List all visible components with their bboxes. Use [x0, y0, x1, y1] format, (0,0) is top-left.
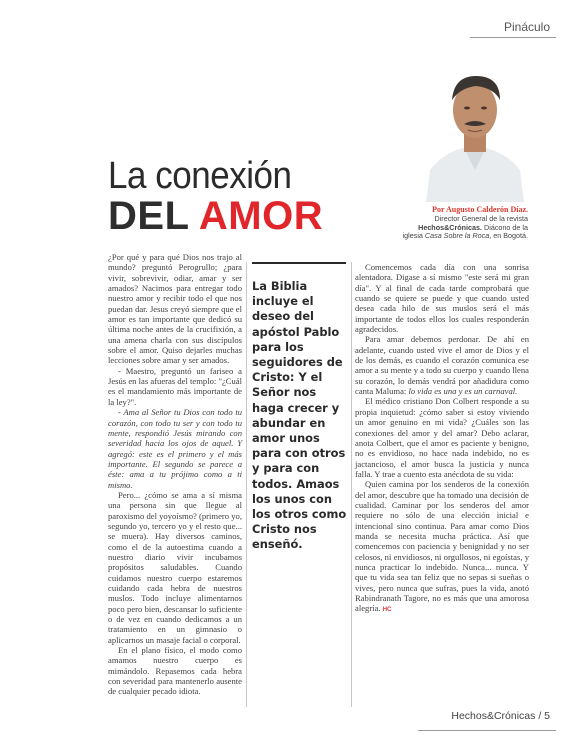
author-desc2a: iglesia [402, 231, 425, 241]
quote-text: - Ama al Señor tu Dios con todo tu corazón, con todo tu ser y con todo tu mente, respondió Jesús mirando con severidad hacia los ojos de aquel. Y agregó: este es el primero y el más importante. El segundo se parece a éste: ama a tu prójimo como a ti mismo. [108, 407, 242, 490]
author-brand: Hechos&Crónicas. [418, 222, 483, 232]
paragraph [108, 407, 242, 490]
title-word-del: DEL [108, 194, 189, 238]
paragraph: - Maestro, preguntó un fariseo a Jesús en las afueras del templo: "¿Cuál es el mandamiento más importante de la ley?". [108, 365, 242, 407]
article-title-line1: La conexión [108, 155, 292, 197]
paragraph-text: Quien camina por los senderos de la conexión del amor, descubre que ha tomado una decisión de cualidad. Caminar por los senderos del amor requiere no sólo de una elección inicial e intencional sino continua. Para amar como Dios manda se necesita mucha práctica. Así que comencemos con paciencia y benignidad y no ser celosos, ni envidiosos, ni orgullosos, ni egoístas, y nunca practicar lo indebido. Nunca... nunca. Y que tu vida sea tan feliz que no sepas si sueñas o vives, pero nunca que sufras, pues la vida, anotó Rabindranath Tagore, no es más que una amorosa alegría. [355, 479, 529, 614]
paragraph: El médico cristiano Don Colbert responde a su propia inquietud: ¿cómo saber si estoy viviendo un amor genuino en mi vida? ¿Cuáles son las conexiones del amor y del amar? Debo aclarar, anota Colbert, que el amor es paciente y benigno, no es envidioso, no hace nada indebido, no es jactancioso, el amor busca la justicia y nunca falla. Y trae a cuento esta anécdota de su vida: [355, 396, 529, 479]
column-divider [246, 262, 247, 707]
paragraph [355, 479, 529, 615]
paragraph: En el plano físico, el modo como amamos nuestro cuerpo es mimándolo. Repasemos cada hebra con severidad para mantenerlo ausente de cualquier pecado idiota. [108, 645, 242, 697]
author-photo [424, 70, 526, 202]
header-divider [470, 37, 556, 38]
song-quote: lo vida es una y es un carnaval. [408, 386, 518, 397]
paragraph: Pero... ¿cómo se ama a sí misma una persona sin que llegue al paroxismo del yoyoísmo? (primero yo, segundo yo, tercero yo y el resto que... se muera). Hay diversos caminos, como el de la autoestima cuando a nuestro diario vivir incubamos propósitos saludables. Cuando cuidamos nuestro cuerpo estaremos cuidando cada hebra de nuestros muslos. Todo incluye alimentarnos poco pero bien, descansar lo suficiente o de vez en cuando dedicamos a un tratamiento en un gimnasio o aplicarnos un masaje facial o corporal. [108, 489, 242, 645]
author-role: Director General de la revista [434, 213, 528, 223]
column-divider [351, 262, 352, 707]
article-title-line2 [108, 194, 323, 238]
pull-quote-rule [252, 262, 346, 264]
paragraph: Comencemos cada día con una sonrisa alentadora. Digase a sí mismo "este será mi gran día". Y al final de cada tarde comprobará que cuando se quiere se puede y que cuando usted desea cada hilo de sus muslos será el más importante de todos ellos los cuales responderán agradecidos. [355, 262, 529, 335]
section-label: Pináculo [503, 20, 550, 34]
author-church-line [390, 232, 528, 241]
body-column-3 [355, 262, 529, 616]
paragraph-text: Para amar debemos perdonar. De ahí en adelante, cuando usted vive el amor de Dios y el de los demás, es cuando el corazón comunica ese amor a su mente y a todo su cuerpo y cuando llena su corazón, lo demás vendrá por añadidura como canta Maluma: [355, 334, 529, 397]
paragraph: ¿Por qué y para qué Dios nos trajo al mundo? preguntó Perogrullo; ¿para vivir, sobrevivir, odiar, amar y ser amados? Nacimos para entregar todo nuestro amor y recibir todo el que nos puedan dar. Jesus creyó siempre que el amor es tan importante que dedicó su última noche antes de la crucifixión, a una amena charla con sus discípulos sobre el amor. Quiso dejarles muchas lecciones sobre amar y ser amados. [108, 252, 242, 366]
page-footer: Hechos&Crónicas / 5 [451, 710, 550, 722]
author-desc2b: , en Bogotá. [489, 231, 528, 241]
author-church: Casa Sobre la Roca [424, 231, 490, 241]
author-caption [390, 206, 528, 241]
end-mark-icon: HC [382, 607, 392, 614]
title-word-amor: AMOR [198, 194, 324, 238]
author-desc1: Diácono de la [482, 222, 528, 232]
pull-quote: La Biblia incluye el deseo del apóstol Pablo para los seguidores de Cristo: Y el Señor nos haga crecer y abundar en amor unos para con otros y para con todos. Amaos los unos con los otros como Cristo nos enseñó. [252, 279, 347, 552]
paragraph [355, 334, 529, 396]
footer-divider [418, 730, 556, 731]
body-column-1 [108, 252, 242, 697]
author-name: Por Augusto Calderón Díaz. [432, 205, 528, 214]
